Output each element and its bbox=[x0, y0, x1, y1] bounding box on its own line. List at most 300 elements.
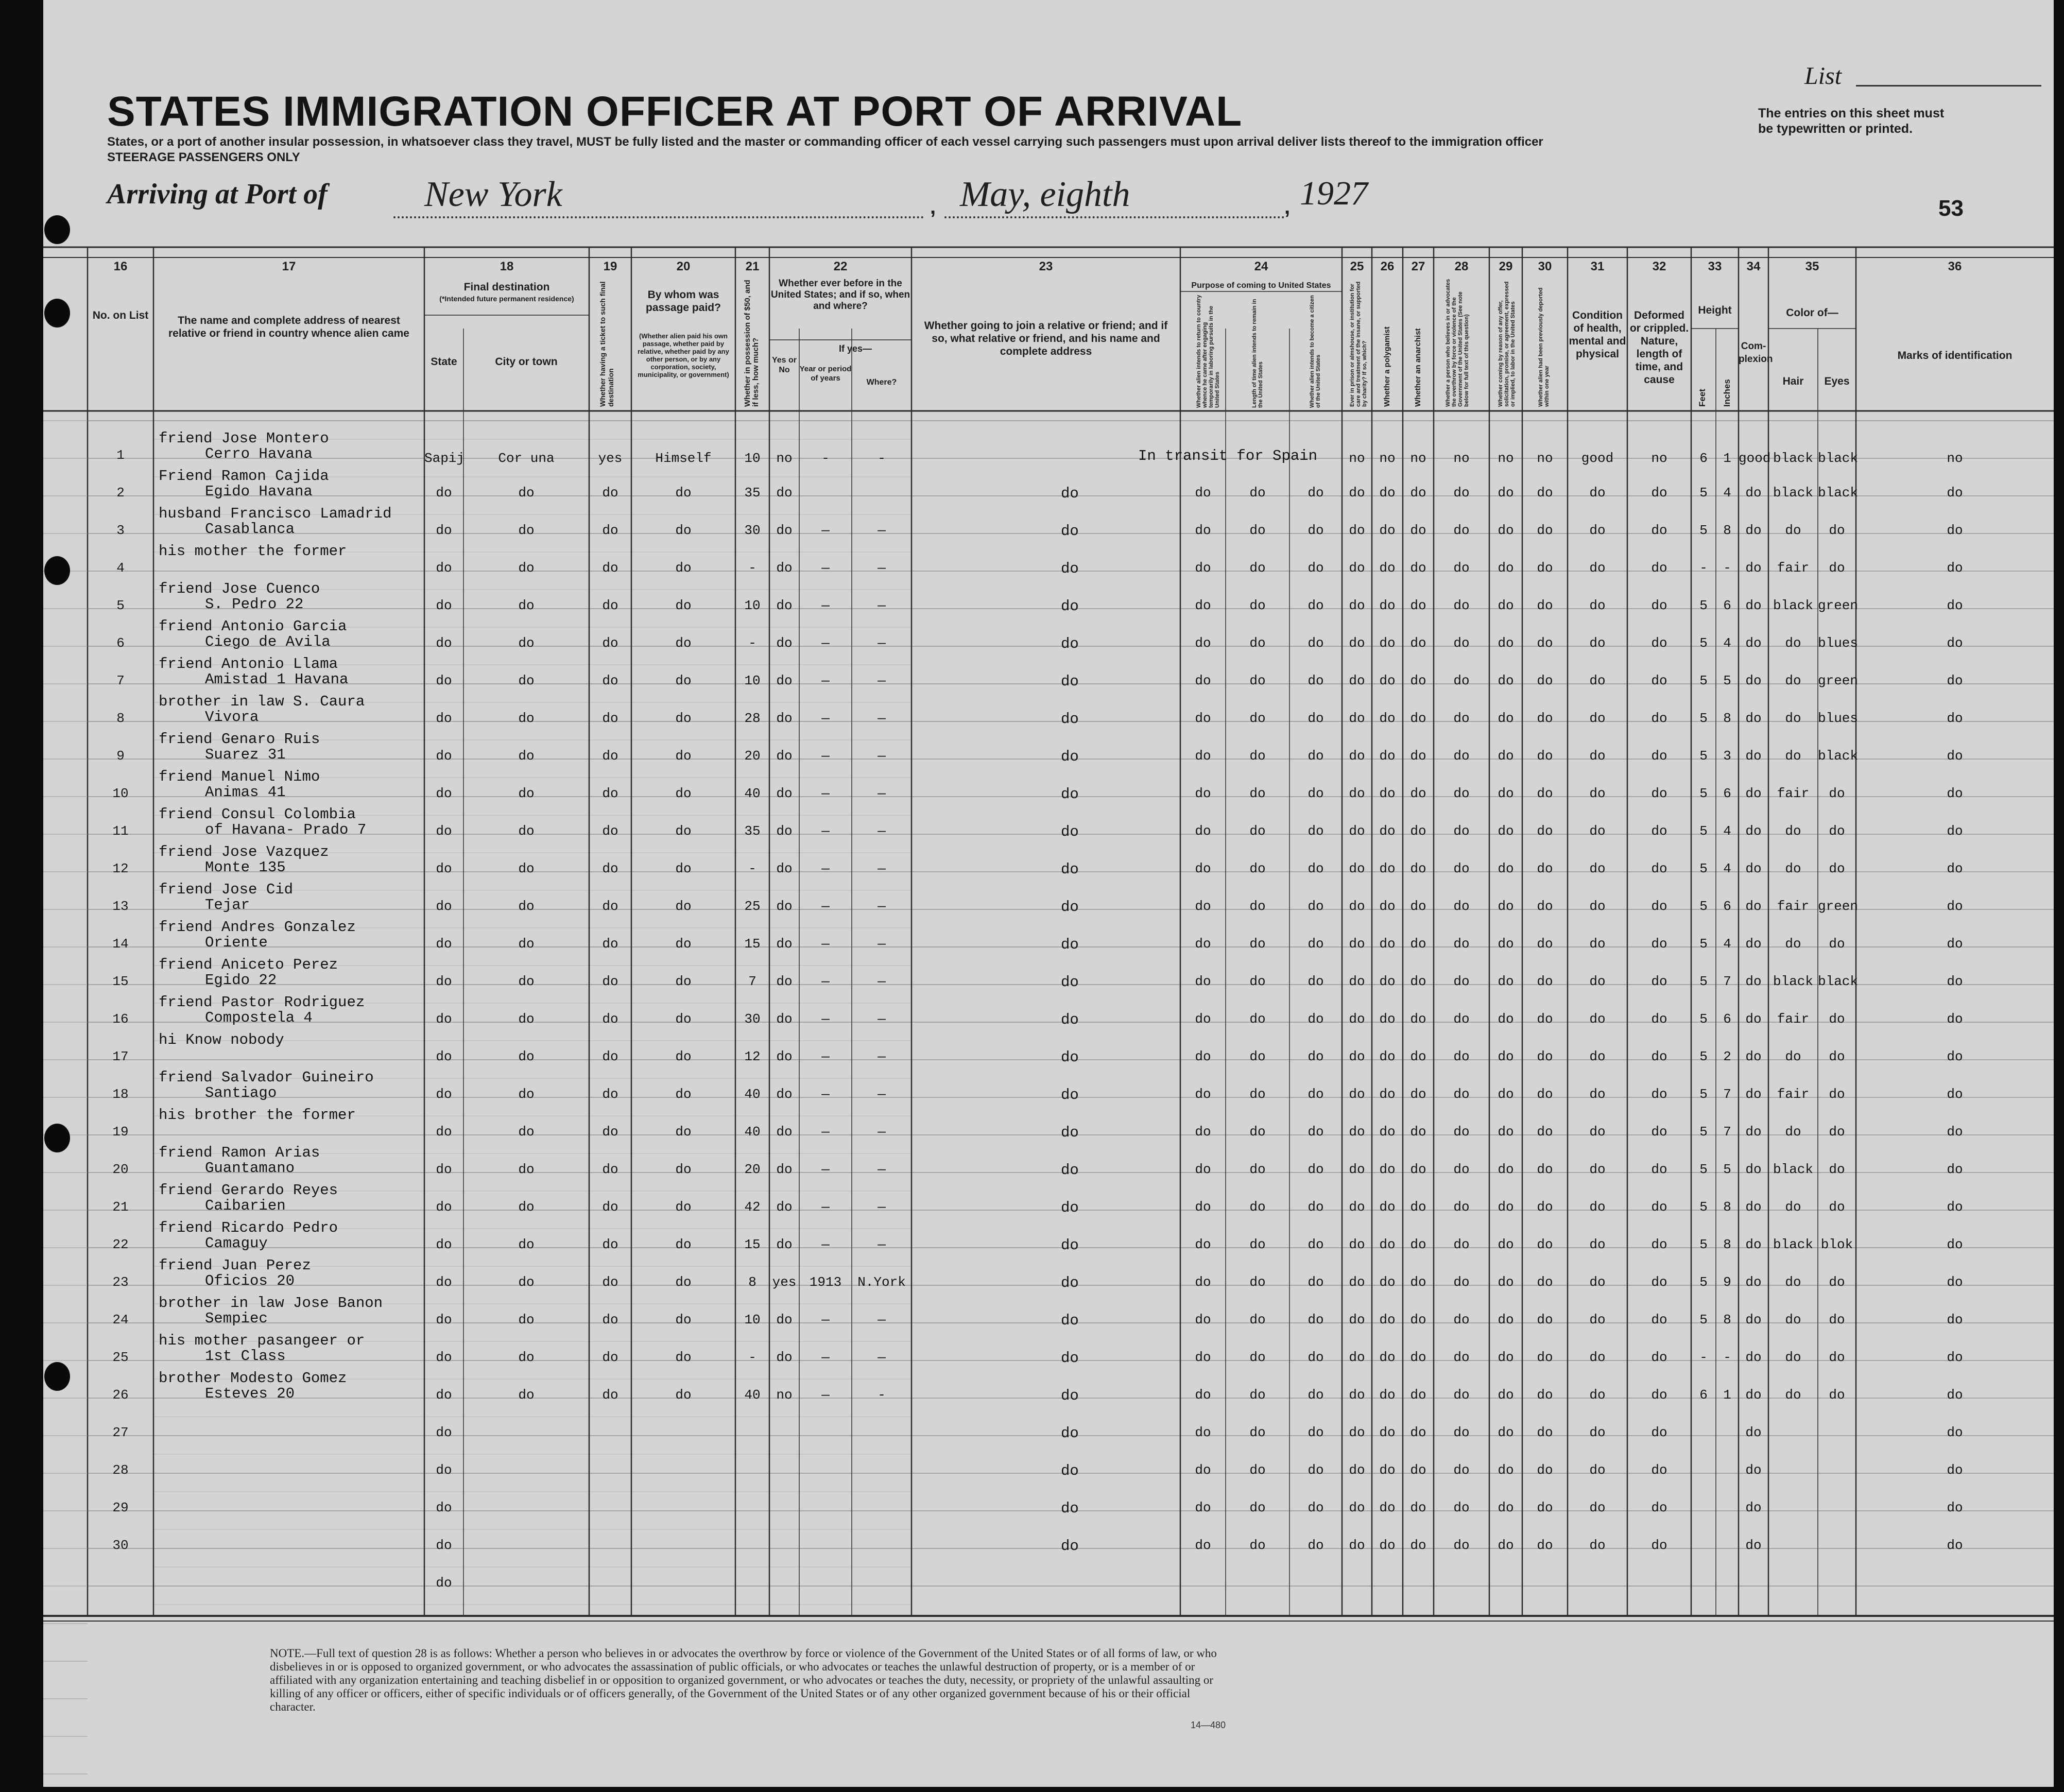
cell-ticket: do bbox=[602, 635, 618, 651]
cell-c32: do bbox=[1651, 1425, 1667, 1440]
joining-relative: do bbox=[1061, 1049, 1079, 1066]
cell-ft: 5 bbox=[1699, 1199, 1708, 1215]
joining-relative: do bbox=[1061, 1538, 1079, 1555]
column-header: State bbox=[431, 356, 457, 368]
cell-where: — bbox=[878, 1350, 886, 1365]
cell-c28: do bbox=[1453, 1462, 1470, 1478]
arrival-year: 1927 bbox=[1300, 175, 1368, 212]
cell-money: 40 bbox=[744, 1387, 761, 1403]
cell-state: do bbox=[436, 861, 452, 876]
cell-c27: do bbox=[1410, 1425, 1426, 1440]
cell-eyes: do bbox=[1829, 823, 1845, 839]
cell-money: 28 bbox=[744, 711, 761, 726]
cell-hair: black bbox=[1773, 451, 1813, 466]
cell-ticket: do bbox=[602, 823, 618, 839]
cell-c28: do bbox=[1453, 823, 1470, 839]
cell-marks: do bbox=[1947, 1011, 1963, 1027]
cell-p1: do bbox=[1195, 485, 1211, 501]
cell-c26: do bbox=[1379, 1312, 1396, 1328]
cell-c26: do bbox=[1379, 936, 1396, 952]
cell-in: 9 bbox=[1723, 1274, 1731, 1290]
cell-p2: do bbox=[1249, 1199, 1266, 1215]
joining-relative: do bbox=[1061, 485, 1079, 502]
cell-marks: do bbox=[1947, 1500, 1963, 1515]
cell-marks: do bbox=[1947, 748, 1963, 764]
cell-c32: do bbox=[1651, 1162, 1667, 1177]
cell-c26: do bbox=[1379, 673, 1396, 688]
cell-marks: do bbox=[1947, 1312, 1963, 1328]
cell-c29: do bbox=[1498, 1462, 1514, 1478]
cell-paid: do bbox=[675, 786, 692, 801]
cell-c28: do bbox=[1453, 1350, 1470, 1365]
cell-where: N.York bbox=[857, 1274, 906, 1290]
cell-c26: do bbox=[1379, 1500, 1396, 1515]
cell-before: do bbox=[776, 1162, 793, 1177]
cell-p1: do bbox=[1195, 1124, 1211, 1140]
cell-p3: do bbox=[1308, 711, 1324, 726]
cell-eyes: blok bbox=[1820, 1237, 1853, 1252]
cell-marks: do bbox=[1947, 861, 1963, 876]
relative-name: friend Antonio Llama bbox=[159, 656, 338, 673]
cell-c28: do bbox=[1453, 1049, 1470, 1064]
column-header: Com- plexion bbox=[1739, 341, 1773, 365]
relative-address: 1st Class bbox=[205, 1348, 286, 1365]
cell-c26: do bbox=[1379, 1049, 1396, 1064]
cell-year: — bbox=[821, 899, 830, 914]
cell-eyes: do bbox=[1829, 1199, 1845, 1215]
cell-where: - bbox=[878, 1387, 886, 1403]
relative-address: Oficios 20 bbox=[205, 1272, 295, 1289]
cell-c31: do bbox=[1589, 823, 1606, 839]
cell-c29: do bbox=[1498, 1350, 1514, 1365]
cell-marks: do bbox=[1947, 1199, 1963, 1215]
cell-ticket: do bbox=[602, 1387, 618, 1403]
cell-c28: do bbox=[1453, 1425, 1470, 1440]
cell-ticket: do bbox=[602, 861, 618, 876]
cell-ft: 5 bbox=[1699, 936, 1708, 952]
joining-relative: do bbox=[1061, 1274, 1079, 1291]
row-number: 6 bbox=[116, 635, 125, 651]
cell-ticket: do bbox=[602, 1237, 618, 1252]
cell-comp: do bbox=[1745, 1500, 1762, 1515]
joining-relative: do bbox=[1061, 899, 1079, 916]
cell-before: do bbox=[776, 1312, 793, 1328]
relative-address: Ciego de Avila bbox=[205, 633, 331, 650]
joining-relative: do bbox=[1061, 1312, 1079, 1329]
cell-hair: fair bbox=[1777, 1087, 1810, 1102]
column-header: City or town bbox=[495, 356, 558, 368]
cell-c26: do bbox=[1379, 1011, 1396, 1027]
cell-c26: do bbox=[1379, 1162, 1396, 1177]
cell-marks: do bbox=[1947, 1425, 1963, 1440]
column-number: 25 bbox=[1350, 260, 1364, 273]
cell-where: — bbox=[878, 1049, 886, 1064]
cell-ft: 5 bbox=[1699, 1312, 1708, 1328]
cell-p2: do bbox=[1249, 711, 1266, 726]
cell-c32: do bbox=[1651, 1312, 1667, 1328]
column-header: Whether having a ticket to such final destination bbox=[598, 281, 615, 407]
cell-c25: do bbox=[1349, 936, 1365, 952]
cell-c27: do bbox=[1410, 1011, 1426, 1027]
cell-year: — bbox=[821, 861, 830, 876]
cell-c30: do bbox=[1537, 1087, 1553, 1102]
cell-p2: do bbox=[1249, 1237, 1266, 1252]
column-header: Yes or No bbox=[771, 356, 797, 374]
cell-c31: do bbox=[1589, 1350, 1606, 1365]
joining-relative: In transit for Spain bbox=[1138, 447, 1318, 464]
cell-city: do bbox=[518, 1350, 535, 1365]
cell-c32: do bbox=[1651, 748, 1667, 764]
cell-c26: do bbox=[1379, 523, 1396, 538]
cell-city: do bbox=[518, 485, 535, 501]
cell-c30: do bbox=[1537, 1011, 1553, 1027]
cell-c26: do bbox=[1379, 1199, 1396, 1215]
cell-eyes: green bbox=[1818, 899, 1859, 914]
cell-ticket: do bbox=[602, 1312, 618, 1328]
cell-c29: do bbox=[1498, 560, 1514, 576]
cell-c32: do bbox=[1651, 974, 1667, 989]
cell-before: do bbox=[776, 1011, 793, 1027]
cell-c30: do bbox=[1537, 1124, 1553, 1140]
cell-c27: do bbox=[1410, 598, 1426, 613]
cell-comp: do bbox=[1745, 861, 1762, 876]
relative-name: friend Manuel Nimo bbox=[159, 768, 320, 785]
cell-c26: do bbox=[1379, 1087, 1396, 1102]
cell-c29: do bbox=[1498, 1274, 1514, 1290]
row-number: 19 bbox=[112, 1124, 129, 1140]
cell-p2: do bbox=[1249, 560, 1266, 576]
cell-p1: do bbox=[1195, 899, 1211, 914]
cell-marks: do bbox=[1947, 1350, 1963, 1365]
cell-c29: do bbox=[1498, 1162, 1514, 1177]
cell-hair: black bbox=[1773, 1162, 1813, 1177]
cell-eyes: do bbox=[1829, 560, 1845, 576]
cell-c28: do bbox=[1453, 1312, 1470, 1328]
cell-c30: do bbox=[1537, 1199, 1553, 1215]
cell-p1: do bbox=[1195, 1425, 1211, 1440]
cell-paid: do bbox=[675, 673, 692, 688]
cell-c26: do bbox=[1379, 786, 1396, 801]
cell-c32: do bbox=[1651, 823, 1667, 839]
cell-c32: do bbox=[1651, 1462, 1667, 1478]
cell-hair: do bbox=[1785, 861, 1801, 876]
cell-in: 5 bbox=[1723, 673, 1731, 688]
cell-c27: do bbox=[1410, 899, 1426, 914]
cell-p2: do bbox=[1249, 861, 1266, 876]
cell-c30: do bbox=[1537, 1462, 1553, 1478]
cell-state: do bbox=[436, 485, 452, 501]
cell-city: do bbox=[518, 523, 535, 538]
cell-paid: do bbox=[675, 899, 692, 914]
cell-year: — bbox=[821, 1350, 830, 1365]
cell-c30: do bbox=[1537, 936, 1553, 952]
cell-state: do bbox=[436, 1124, 452, 1140]
cell-marks: do bbox=[1947, 823, 1963, 839]
cell-state: do bbox=[436, 673, 452, 688]
cell-comp: do bbox=[1745, 1462, 1762, 1478]
cell-before: do bbox=[776, 1350, 793, 1365]
joining-relative: do bbox=[1061, 974, 1079, 991]
cell-eyes: do bbox=[1829, 1087, 1845, 1102]
cell-c31: do bbox=[1589, 936, 1606, 952]
cell-c27: do bbox=[1410, 823, 1426, 839]
column-number: 30 bbox=[1538, 260, 1552, 273]
relative-name: friend Antonio Garcia bbox=[159, 618, 347, 635]
cell-c29: do bbox=[1498, 1387, 1514, 1403]
relative-address: Camaguy bbox=[205, 1235, 268, 1252]
cell-eyes: black bbox=[1818, 748, 1859, 764]
row-number: 17 bbox=[112, 1049, 129, 1064]
cell-p3: do bbox=[1308, 635, 1324, 651]
column-header: If yes— bbox=[838, 343, 872, 354]
cell-p2: do bbox=[1249, 1538, 1266, 1553]
column-number: 19 bbox=[603, 260, 617, 273]
cell-year: — bbox=[821, 748, 830, 764]
cell-c30: do bbox=[1537, 974, 1553, 989]
cell-c32: do bbox=[1651, 786, 1667, 801]
cell-in: 7 bbox=[1723, 1124, 1731, 1140]
joining-relative: do bbox=[1061, 673, 1079, 690]
cell-p3: do bbox=[1308, 1538, 1324, 1553]
cell-before: do bbox=[776, 974, 793, 989]
cell-where: — bbox=[878, 1162, 886, 1177]
cell-money: 40 bbox=[744, 786, 761, 801]
cell-p2: do bbox=[1249, 786, 1266, 801]
cell-comp: do bbox=[1745, 1049, 1762, 1064]
cell-in: - bbox=[1723, 1350, 1731, 1365]
cell-p3: do bbox=[1308, 1274, 1324, 1290]
cell-c29: do bbox=[1498, 786, 1514, 801]
cell-c29: do bbox=[1498, 485, 1514, 501]
relative-name: friend Salvador Guineiro bbox=[159, 1069, 374, 1086]
cell-p1: do bbox=[1195, 635, 1211, 651]
cell-city: do bbox=[518, 1011, 535, 1027]
cell-c26: do bbox=[1379, 635, 1396, 651]
row-number: 8 bbox=[116, 711, 125, 726]
cell-ft: 5 bbox=[1699, 899, 1708, 914]
cell-paid: do bbox=[675, 1162, 692, 1177]
relative-name: friend Ricardo Pedro bbox=[159, 1219, 338, 1236]
cell-c28: do bbox=[1453, 1124, 1470, 1140]
relative-name: friend Ramon Arias bbox=[159, 1144, 320, 1161]
cell-paid: do bbox=[675, 1011, 692, 1027]
joining-relative: do bbox=[1061, 823, 1079, 840]
cell-paid: do bbox=[675, 974, 692, 989]
cell-state: do bbox=[436, 974, 452, 989]
cell-ft: 5 bbox=[1699, 673, 1708, 688]
cell-eyes: do bbox=[1829, 1350, 1845, 1365]
relative-name: friend Consul Colombia bbox=[159, 806, 356, 823]
cell-p2: do bbox=[1249, 936, 1266, 952]
cell-year: — bbox=[821, 523, 830, 538]
cell-c30: do bbox=[1537, 598, 1553, 613]
cell-comp: do bbox=[1745, 823, 1762, 839]
cell-hair: do bbox=[1785, 1312, 1801, 1328]
cell-c31: do bbox=[1589, 748, 1606, 764]
relative-address: of Havana- Prado 7 bbox=[205, 821, 367, 838]
cell-c26: do bbox=[1379, 974, 1396, 989]
cell-c28: do bbox=[1453, 1199, 1470, 1215]
binder-hole bbox=[44, 1124, 70, 1152]
cell-c28: do bbox=[1453, 1538, 1470, 1553]
cell-comp: do bbox=[1745, 1350, 1762, 1365]
cell-c25: do bbox=[1349, 823, 1365, 839]
cell-c25: do bbox=[1349, 1312, 1365, 1328]
row-number: 15 bbox=[112, 974, 129, 989]
cell-city: do bbox=[518, 560, 535, 576]
cell-p3: do bbox=[1308, 1199, 1324, 1215]
cell-p3: do bbox=[1308, 1462, 1324, 1478]
cell-hair: fair bbox=[1777, 560, 1810, 576]
joining-relative: do bbox=[1061, 523, 1079, 540]
cell-ticket: do bbox=[602, 711, 618, 726]
cell-comp: do bbox=[1745, 748, 1762, 764]
cell-c27: do bbox=[1410, 1538, 1426, 1553]
cell-marks: do bbox=[1947, 1162, 1963, 1177]
cell-p1: do bbox=[1195, 711, 1211, 726]
cell-c32: do bbox=[1651, 523, 1667, 538]
cell-city: do bbox=[518, 936, 535, 952]
relative-address: Cerro Havana bbox=[205, 445, 313, 462]
cell-p2: do bbox=[1249, 1162, 1266, 1177]
sheet-number: 53 bbox=[1938, 196, 1964, 221]
cell-c31: do bbox=[1589, 635, 1606, 651]
cell-c31: do bbox=[1589, 711, 1606, 726]
column-number: 31 bbox=[1590, 260, 1605, 273]
cell-city: do bbox=[518, 1387, 535, 1403]
column-header: Whether alien had been previously deported within one year bbox=[1538, 287, 1550, 407]
cell-c28: do bbox=[1453, 786, 1470, 801]
cell-c25: do bbox=[1349, 974, 1365, 989]
cell-c32: do bbox=[1651, 936, 1667, 952]
cell-c28: do bbox=[1453, 1087, 1470, 1102]
cell-p3: do bbox=[1308, 936, 1324, 952]
cell-hair: black bbox=[1773, 485, 1813, 501]
relative-name: friend Gerardo Reyes bbox=[159, 1182, 338, 1199]
column-header: Whether alien intends to return to country whence he came after engaging temporarily in laboring pursuits in the United States bbox=[1196, 295, 1220, 408]
cell-c27: do bbox=[1410, 1049, 1426, 1064]
cell-state: do bbox=[436, 1538, 452, 1553]
cell-p2: do bbox=[1249, 1011, 1266, 1027]
cell-hair: do bbox=[1785, 823, 1801, 839]
cell-hair: do bbox=[1785, 673, 1801, 688]
cell-p1: do bbox=[1195, 523, 1211, 538]
cell-ft: 5 bbox=[1699, 1087, 1708, 1102]
cell-c29: do bbox=[1498, 899, 1514, 914]
cell-where: — bbox=[878, 823, 886, 839]
cell-c32: do bbox=[1651, 1237, 1667, 1252]
joining-relative: do bbox=[1061, 1011, 1079, 1028]
column-header: Where? bbox=[866, 378, 897, 387]
cell-city: do bbox=[518, 1237, 535, 1252]
cell-ticket: do bbox=[602, 936, 618, 952]
relative-name: friend Aniceto Perez bbox=[159, 956, 338, 973]
relative-name: Friend Ramon Cajida bbox=[159, 468, 329, 485]
cell-year: — bbox=[821, 1011, 830, 1027]
cell-c32: do bbox=[1651, 1124, 1667, 1140]
cell-ticket: do bbox=[602, 1199, 618, 1215]
cell-c31: do bbox=[1589, 523, 1606, 538]
cell-state: do bbox=[436, 711, 452, 726]
cell-before: do bbox=[776, 823, 793, 839]
cell-c31: do bbox=[1589, 598, 1606, 613]
cell-before: do bbox=[776, 786, 793, 801]
cell-c30: do bbox=[1537, 861, 1553, 876]
row-number: 20 bbox=[112, 1162, 129, 1177]
cell-c28: do bbox=[1453, 635, 1470, 651]
cell-ticket: do bbox=[602, 560, 618, 576]
cell-hair: black bbox=[1773, 598, 1813, 613]
cell-in: 6 bbox=[1723, 598, 1731, 613]
cell-comp: do bbox=[1745, 560, 1762, 576]
row-number: 1 bbox=[116, 447, 125, 463]
cell-c27: do bbox=[1410, 1350, 1426, 1365]
cell-c32: do bbox=[1651, 1387, 1667, 1403]
cell-paid: do bbox=[675, 1087, 692, 1102]
cell-in: 4 bbox=[1723, 936, 1731, 952]
row-number: 25 bbox=[112, 1350, 129, 1365]
cell-where: — bbox=[878, 598, 886, 613]
cell-paid: do bbox=[675, 1049, 692, 1064]
cell-p3: do bbox=[1308, 523, 1324, 538]
cell-c25: do bbox=[1349, 1538, 1365, 1553]
cell-marks: do bbox=[1947, 1124, 1963, 1140]
cell-marks: do bbox=[1947, 711, 1963, 726]
row-number: 10 bbox=[112, 786, 129, 801]
cell-city: do bbox=[518, 1049, 535, 1064]
cell-before: do bbox=[776, 1049, 793, 1064]
cell-comp: do bbox=[1745, 673, 1762, 688]
cell-year: — bbox=[821, 711, 830, 726]
cell-c27: do bbox=[1410, 1387, 1426, 1403]
cell-eyes: black bbox=[1818, 485, 1859, 501]
row-number: 7 bbox=[116, 673, 125, 688]
cell-c25: do bbox=[1349, 711, 1365, 726]
cell-c28: do bbox=[1453, 485, 1470, 501]
cell-year: — bbox=[821, 673, 830, 688]
cell-hair: fair bbox=[1777, 1011, 1810, 1027]
row-number: 24 bbox=[112, 1312, 129, 1328]
cell-c31: do bbox=[1589, 1538, 1606, 1553]
cell-marks: do bbox=[1947, 974, 1963, 989]
cell-c27: do bbox=[1410, 1237, 1426, 1252]
joining-relative: do bbox=[1061, 936, 1079, 953]
cell-ticket: do bbox=[602, 1274, 618, 1290]
cell-money: 15 bbox=[744, 1237, 761, 1252]
cell-c26: do bbox=[1379, 1425, 1396, 1440]
cell-money: 20 bbox=[744, 1162, 761, 1177]
cell-city: do bbox=[518, 899, 535, 914]
cell-year: — bbox=[821, 1237, 830, 1252]
cell-hair: do bbox=[1785, 1124, 1801, 1140]
cell-in: 6 bbox=[1723, 786, 1731, 801]
cell-in: 4 bbox=[1723, 861, 1731, 876]
cell-where: - bbox=[878, 451, 886, 466]
cell-c32: do bbox=[1651, 1049, 1667, 1064]
cell-where: — bbox=[878, 1312, 886, 1328]
column-header: Purpose of coming to United States bbox=[1191, 281, 1331, 290]
cell-city: do bbox=[518, 635, 535, 651]
cell-hair: fair bbox=[1777, 899, 1810, 914]
cell-year: — bbox=[821, 598, 830, 613]
cell-hair: do bbox=[1785, 1387, 1801, 1403]
relative-address: Vivora bbox=[205, 709, 259, 726]
cell-ticket: do bbox=[602, 899, 618, 914]
cell-p2: do bbox=[1249, 523, 1266, 538]
cell-money: 35 bbox=[744, 485, 761, 501]
cell-c31: do bbox=[1589, 1199, 1606, 1215]
column-number: 36 bbox=[1948, 260, 1962, 273]
